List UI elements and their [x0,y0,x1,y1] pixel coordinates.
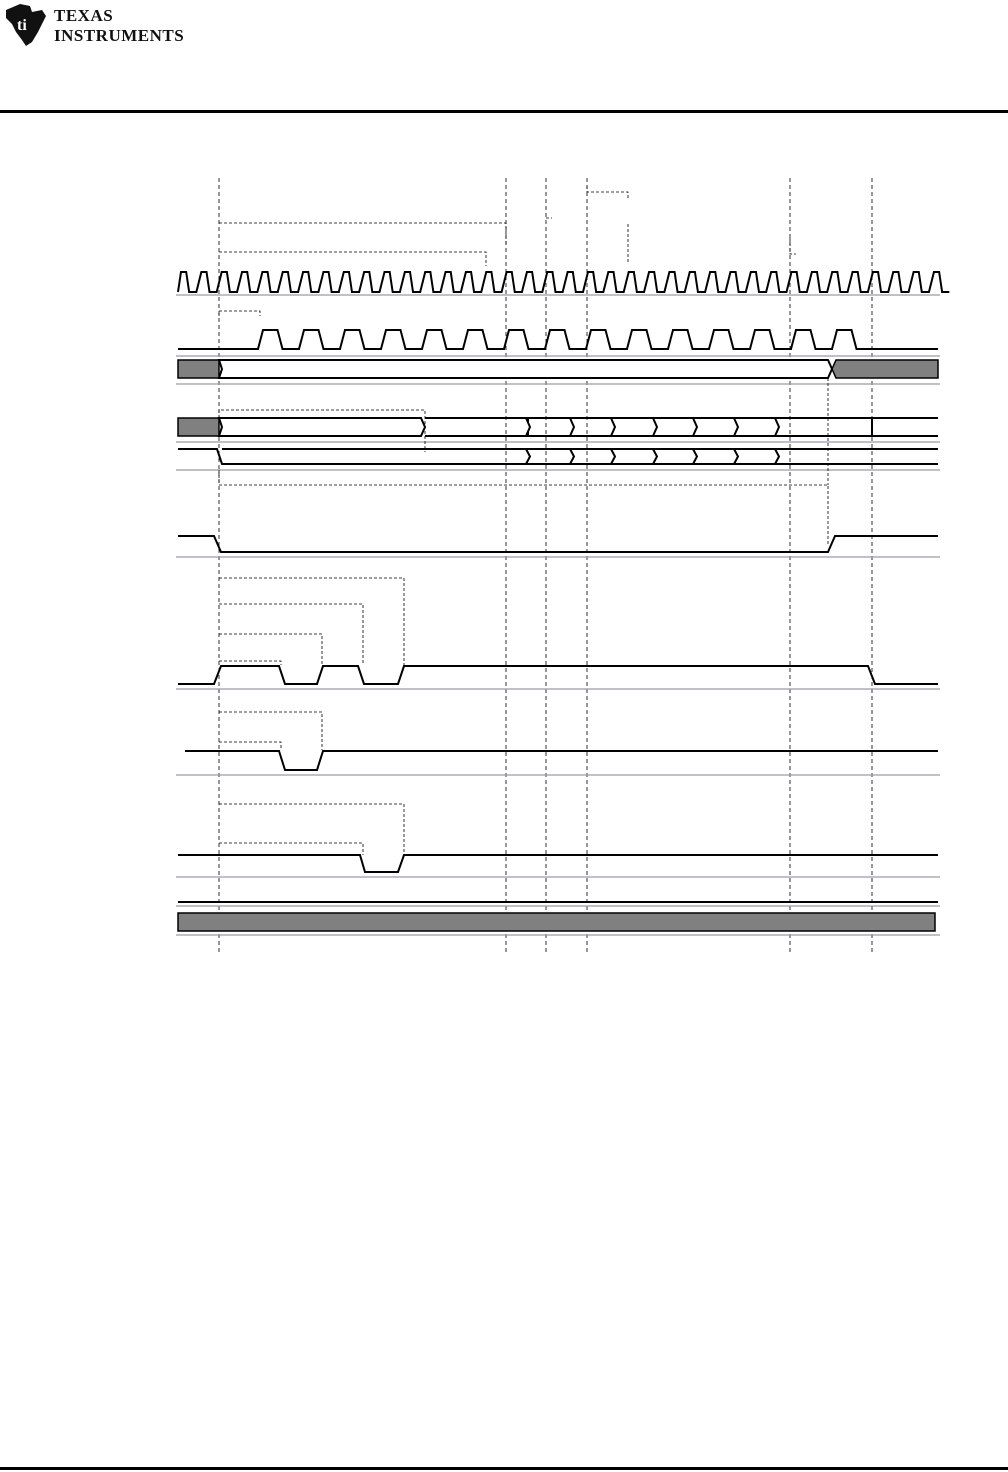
footer-rule [0,1467,1008,1470]
strobe-signal [178,666,938,684]
bus-transition-0 [526,449,530,464]
bus-transition-2 [611,418,615,436]
bus-row-3-bracket [219,470,828,545]
bus-transition-3 [653,418,657,436]
shaded-bus [178,913,935,931]
bus-transition-6 [775,418,779,436]
pulse-brackets [219,712,322,750]
pulse2-brackets [219,804,404,855]
bus-transition-5 [734,449,738,464]
bus-transition-1 [570,449,574,464]
top-brackets [219,186,796,266]
bus-transition-2 [611,449,615,464]
row-separators [176,295,940,935]
clock-slow-signal [178,330,938,349]
pulse-signal [185,751,938,770]
clock-fast-signal [178,272,949,292]
bus-transition-0 [526,418,530,436]
bus-transition-6 [775,449,779,464]
bus-row-2 [178,418,938,436]
bus-row-1 [178,360,938,378]
brand-line-2: INSTRUMENTS [54,26,185,45]
brand-line-1: TEXAS [54,6,114,25]
enable-signal [178,536,938,552]
bus-transition-1 [570,418,574,436]
svg-text:ti: ti [17,17,27,34]
reference-lines [219,178,872,952]
bus-transition-4 [693,418,697,436]
clock-slow-marker [219,311,260,316]
bus-transition-5 [734,418,738,436]
pulse2-signal [178,855,938,872]
bus-row-3 [178,449,938,464]
bus-transition-3 [653,449,657,464]
bus-transition-4 [693,449,697,464]
strobe-brackets [219,578,404,665]
